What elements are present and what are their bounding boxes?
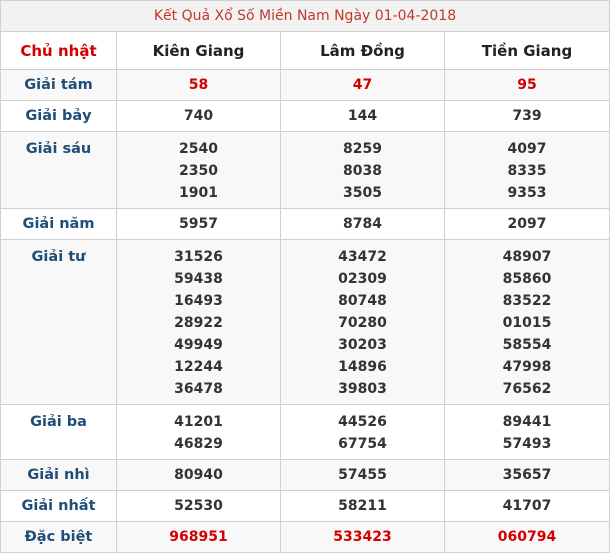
prize-row-g7 [1,101,610,132]
prize-number: 41201 [174,414,223,430]
prize-cell [281,405,445,460]
prize-number: 80940 [117,460,281,491]
prize-number: 41707 [445,491,610,522]
prize-number: 1901 [179,185,218,201]
prize-number: 39803 [338,381,387,397]
province-kien-giang[interactable]: Kiên Giang [117,32,281,70]
prize-number: 43472 [338,249,387,265]
prize-number: 144 [281,101,445,132]
prize-number: 80748 [338,293,387,309]
prize-cell [281,240,445,405]
prize-number: 9353 [507,185,547,201]
prize-number: 02309 [338,271,387,287]
prize-label-text: Giải tư [31,249,86,265]
prize-number: 30203 [338,337,387,353]
prize-cell [281,132,445,209]
prize-row-g1 [1,491,610,522]
prize-number: 49949 [174,337,223,353]
prize-number: 85860 [502,271,552,287]
prize-number: 89441 [502,414,552,430]
prize-label-text: Giải ba [30,414,87,430]
prize-number: 5957 [117,209,281,240]
prize-number: 4097 [507,141,547,157]
prize-number: 35657 [445,460,610,491]
prize-number: 14896 [338,359,387,375]
prize-number: 52530 [117,491,281,522]
prize-label [1,132,117,209]
prize-number: 12244 [174,359,223,375]
prize-cell [445,240,610,405]
prize-label [1,240,117,405]
prize-number: 8784 [281,209,445,240]
prize-number: 44526 [338,414,387,430]
header-row [1,32,610,70]
prize-number: 58211 [281,491,445,522]
prize-number: 31526 [174,249,223,265]
province-tien-giang[interactable]: Tiền Giang [445,32,610,70]
prize-number: 2350 [179,163,218,179]
day-label: Chủ nhật [1,32,117,70]
prize-number: 2097 [445,209,610,240]
prize-cell [445,405,610,460]
prize-label [1,405,117,460]
prize-number: 47 [281,70,445,101]
prize-row-g8 [1,70,610,101]
special-prize-number: 060794 [445,522,610,553]
province-lam-dong[interactable]: Lâm Đồng [281,32,445,70]
title-row [1,1,610,32]
prize-row-g4 [1,240,610,405]
prize-row-g5 [1,209,610,240]
prize-number: 3505 [343,185,382,201]
table-title: Kết Quả Xổ Số Miền Nam Ngày 01-04-2018 [1,1,610,32]
prize-cell [117,132,281,209]
prize-label: Giải nhất [1,491,117,522]
prize-label: Giải tám [1,70,117,101]
prize-number: 28922 [174,315,223,331]
prize-number: 95 [445,70,610,101]
prize-number: 76562 [502,381,552,397]
prize-number: 36478 [174,381,223,397]
special-prize-number: 533423 [281,522,445,553]
prize-number: 58554 [502,337,552,353]
prize-row-g6 [1,132,610,209]
prize-row-g3 [1,405,610,460]
prize-number: 46829 [174,436,223,452]
prize-number: 16493 [174,293,223,309]
prize-number: 67754 [338,436,387,452]
prize-label-text: Giải sáu [25,141,92,157]
prize-label: Giải nhì [1,460,117,491]
prize-number: 58 [117,70,281,101]
prize-label: Đặc biệt [1,522,117,553]
prize-number: 70280 [338,315,387,331]
prize-row-special [1,522,610,553]
prize-number: 740 [117,101,281,132]
prize-number: 8038 [343,163,382,179]
prize-number: 57455 [281,460,445,491]
prize-number: 83522 [502,293,552,309]
special-prize-number: 968951 [117,522,281,553]
prize-number: 8335 [507,163,547,179]
prize-number: 48907 [502,249,552,265]
prize-label: Giải bảy [1,101,117,132]
prize-cell [117,405,281,460]
prize-number: 57493 [502,436,552,452]
prize-number: 47998 [502,359,552,375]
prize-number: 59438 [174,271,223,287]
prize-cell [445,132,610,209]
prize-number: 739 [445,101,610,132]
prize-number: 01015 [502,315,552,331]
prize-label: Giải năm [1,209,117,240]
prize-cell [117,240,281,405]
prize-row-g2 [1,460,610,491]
prize-number: 8259 [343,141,382,157]
prize-number: 2540 [179,141,218,157]
